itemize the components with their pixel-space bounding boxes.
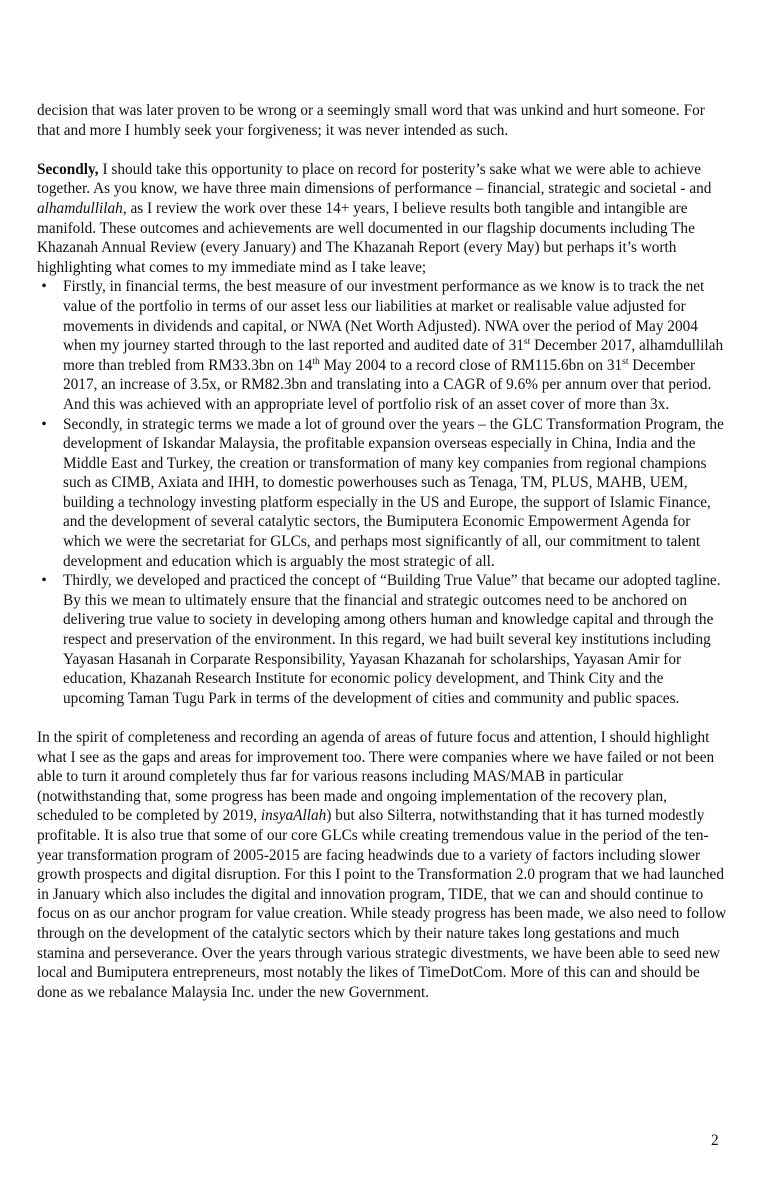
bullet-icon: • [41,415,47,433]
page-number: 2 [711,1132,719,1149]
paragraph-gaps-improvement: In the spirit of completeness and recording an agenda of areas of future focus and attention, I should highlight what I see as the gaps and areas for improvement too. There were companies where we have failed or not been able to turn it around completely thus far for various reasons including MAS/MAB in particular (notwithstanding that, some progress has been made and ongoing implementation of the recovery plan, scheduled to be completed by 2019, insyaAllah) but also Silterra, notwithstanding that it has turned modestly profitable. It is also true that some of our core GLCs while creating tremendous value in the period of the ten-year transformation program of 2005-2015 are facing headwinds due to a variety of factors including slower growth prospects and digital disruption. For this I point to the Transformation 2.0 program that we had launched in January which also includes the digital and innovation program, TIDE, that we can and should continue to focus on as our anchor program for value creation. While steady progress has been made, we also need to follow through on the development of the catalytic sectors which by their nature takes long gestations and much stamina and perseverance. Over the years through various strategic divestments, we have been able to seed new local and Bumiputera entrepreneurs, most notably the likes of TimeDotCom. More of this can and should be done as we rebalance Malaysia Inc. under the new Government. [37,729,727,1001]
achievements-list [37,277,727,708]
paragraph-gap [37,708,727,728]
page-body [37,101,727,1002]
paragraph-forgiveness: decision that was later proven to be wrong or a seemingly small word that was unkind and hurt someone. For that and more I humbly seek your forgiveness; it was never intended as such. [37,102,705,139]
paragraph-achievements: Secondly, I should take this opportunity to place on record for posterity’s sake what we were able to achieve together. As you know, we have three main dimensions of performance – financial, strategic and societal - and alhamdullilah, as I review the work over these 14+ years, I believe results both tangible and intangible are manifold. These outcomes and achievements are well documented in our flagship documents including The Khazanah Annual Review (every January) and The Khazanah Report (every May) but perhaps it’s worth highlighting what comes to my immediate mind as I take leave; [37,160,712,276]
italic-alhamdullilah: alhamdullilah [37,199,123,217]
list-item-financial: • Firstly, in financial terms, the best measure of our investment performance as we know is to track the net value of the portfolio in terms of our asset less our liabilities at market or realisable value adjusted for movements in dividends and capital, or NWA (Net Worth Adjusted). NWA over the period of May 2004 when my journey started through to the last reported and audited date of 31st December 2017, alhamdullilah more than trebled from RM33.3bn on 14th May 2004 to a record close of RM115.6bn on 31st December 2017, an increase of 3.5x, or RM82.3bn and translating into a CAGR of 9.6% per annum over that period. And this was achieved with an appropriate level of portfolio risk of an asset cover of more than 3x. [37,277,727,414]
lead-word-secondly: Secondly, [37,160,99,178]
list-item-societal: • Thirdly, we developed and practiced the concept of “Building True Value” that became our adopted tagline. By this we mean to ultimately ensure that the financial and strategic outcomes need to be anchored on delivering true value to society in developing among others human and knowledge capital and through the respect and preservation of the environment. In this regard, we had built several key institutions including Yayasan Hasanah in Corparate Responsibility, Yayasan Khazanah for scholarships, Yayasan Amir for education, Khazanah Research Institute for economic policy development, and Think City and the upcoming Taman Tugu Park in terms of the development of cities and community and public spaces. [37,571,727,708]
bullet-icon: • [41,278,47,296]
list-item-strategic: • Secondly, in strategic terms we made a lot of ground over the years – the GLC Transformation Program, the development of Iskandar Malaysia, the profitable expansion overseas especially in China, India and the Middle East and Turkey, the creation or transformation of many key companies from regional champions such as CIMB, Axiata and IHH, to domestic powerhouses such as Tenaga, TM, PLUS, MAHB, UEM, building a technology investing platform especially in the US and Europe, the support of Islamic Finance, and the development of several catalytic sectors, the Bumiputera Economic Empowerment Agenda for which we were the secretariat for GLCs, and perhaps most significantly of all, our commitment to talent development and education which is arguably the most strategic of all. [37,415,727,572]
bullet-icon: • [41,572,47,590]
italic-insyaallah: insyaAllah [260,807,327,825]
paragraph-gap [37,140,727,160]
